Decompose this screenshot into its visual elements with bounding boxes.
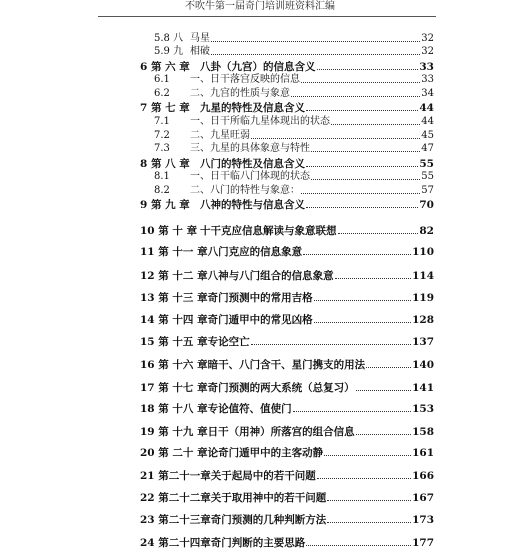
toc-page-number: 158 [412,426,434,438]
toc-chapter-row[interactable] [140,242,434,258]
toc-leader-dots [327,522,411,523]
toc-number: 9 第 九 章 [140,199,190,211]
toc-title: 马星 [190,33,210,44]
toc-number: 13 第 十三 章 [140,292,208,304]
toc-number: 6.1 [154,74,170,85]
toc-chapter-row[interactable] [140,288,434,304]
toc-section-row[interactable] [154,42,434,58]
toc-title: 三、九星的具体象意与特性 [190,143,310,154]
toc-title: 奇门遁甲中的常见凶格 [207,314,313,326]
toc-page-number: 141 [412,382,434,394]
header-rule [98,16,436,17]
toc-title: 专论空亡 [207,336,250,348]
toc-leader-dots [251,344,411,345]
toc-number: 8.2 [154,185,170,196]
toc-title: 奇门预测的两大系统（总复习） [207,382,355,394]
toc-chapter-row[interactable] [140,378,434,394]
toc-page-number: 34 [421,88,434,99]
toc-title: 二、九宫的性质与象意 [190,88,290,99]
toc-number: 14 第 十四 章 [140,314,208,326]
toc-page-number: 110 [412,246,434,258]
toc-number: 23 第二十三章 [140,514,211,526]
toc-title: 关于取用神中的若干问题 [210,492,327,504]
toc-title: 一、日干落宫反映的信息 [190,74,300,85]
toc-title: 相破 [190,46,210,57]
toc-leader-dots [306,110,418,111]
toc-leader-dots [301,82,420,83]
toc-number: 8.1 [154,171,170,182]
toc-title: 八神的特性与信息含义 [200,199,305,211]
toc-page-number: 47 [421,143,434,154]
toc-page-number: 70 [419,199,434,211]
toc-number: 12 第 十二 章 [140,270,208,282]
toc-title: 八卦（九宫）的信息含义 [200,61,316,73]
toc-leader-dots [303,254,411,255]
toc-page-number: 32 [421,33,434,44]
toc-page-number: 55 [419,158,434,170]
toc-page-number: 57 [421,185,434,196]
toc-chapter-row[interactable] [140,332,434,348]
toc-number: 10 第 十 章 [140,225,198,237]
toc-title: 一、日干临八门体现的状态 [190,171,310,182]
toc-leader-dots [314,300,411,301]
toc-title: 论奇门遁甲中的主客动静 [207,447,324,459]
toc-page-number: 114 [412,270,434,282]
toc-leader-dots [306,207,418,208]
toc-leader-dots [301,193,420,194]
toc-leader-dots [356,390,411,391]
toc-page-number: 33 [419,61,434,73]
toc-chapter-row[interactable] [140,221,434,237]
toc-page-number: 82 [419,225,434,237]
toc-title: 九星的特性及信息含义 [200,102,305,114]
toc-leader-dots [293,411,411,412]
toc-title: 一、日干所临九星体现出的状态 [190,116,330,127]
toc-page-number: 177 [412,537,434,549]
toc-leader-dots [311,151,420,152]
toc-chapter-row[interactable] [140,266,434,282]
toc-number: 7.1 [154,116,170,127]
toc-number: 7 第 七 章 [140,102,190,114]
toc-number: 7.2 [154,130,170,141]
toc-leader-dots [331,124,420,125]
toc-leader-dots [335,278,411,279]
toc-leader-dots [314,322,411,323]
toc-title: 专论值符、值使门 [207,403,292,415]
toc-page-number: 44 [419,102,434,114]
toc-chapter-row[interactable] [140,195,434,211]
toc-leader-dots [324,455,411,456]
toc-number: 20 第 二十 章 [140,447,208,459]
toc-leader-dots [338,233,419,234]
toc-page-number: 32 [421,46,434,57]
toc-page-number: 137 [412,336,434,348]
toc-page-number: 173 [412,514,434,526]
toc-chapter-row[interactable] [140,422,434,438]
toc-title: 奇门预测的几种判断方法 [210,514,327,526]
toc-number: 24 第二十四章 [140,537,211,549]
toc-page-number: 128 [412,314,434,326]
toc-title: 二、九星旺弱 [190,130,250,141]
toc-number: 15 第 十五 章 [140,336,208,348]
toc-leader-dots [306,545,411,546]
toc-number: 18 第 十八 章 [140,403,208,415]
page-header: 不吹牛第一届奇门培训班资料汇编 [185,1,335,12]
toc-chapter-row[interactable] [140,355,434,371]
toc-number: 17 第 十七 章 [140,382,208,394]
toc-leader-dots [327,500,411,501]
toc-page-number: 44 [421,116,434,127]
toc-number: 19 第 十九 章 [140,426,208,438]
toc-number: 6.2 [154,88,170,99]
toc-number: 22 第二十二章 [140,492,211,504]
toc-title: 八神与八门组合的信息象意 [207,270,334,282]
toc-title: 关于起局中的若干问题 [210,470,316,482]
toc-chapter-row[interactable] [140,533,434,549]
toc-number: 8 第 八 章 [140,158,190,170]
toc-title: 八门的特性及信息含义 [200,158,305,170]
toc-chapter-row[interactable] [140,466,434,482]
toc-chapter-row[interactable] [140,510,434,526]
toc-title: 日干（用神）所落宫的组合信息 [207,426,355,438]
toc-page-number: 119 [412,292,434,304]
toc-number: 5.9 九 [154,46,184,57]
toc-number: 21 第二十一章 [140,470,211,482]
toc-page-number: 140 [412,359,434,371]
toc-title: 二、八门的特性与象意： [190,185,300,196]
toc-leader-dots [311,179,420,180]
toc-page-number: 167 [412,492,434,504]
toc-title: 十干克应信息解读与象意联想 [200,225,337,237]
toc-number: 6 第 六 章 [140,61,190,73]
toc-number: 16 第 十六 章 [140,359,208,371]
toc-number: 7.3 [154,143,170,154]
toc-title: 八门克应的信息象意 [207,246,303,258]
toc-section-row[interactable] [154,139,434,155]
toc-page-number: 166 [412,470,434,482]
toc-page-number: 33 [421,74,434,85]
toc-chapter-row[interactable] [140,443,434,459]
toc-number: 5.8 八 [154,33,184,44]
toc-page-number: 161 [412,447,434,459]
toc-leader-dots [366,367,411,368]
toc-leader-dots [317,478,411,479]
toc-leader-dots [211,54,420,55]
toc-chapter-row[interactable] [140,310,434,326]
toc-title: 奇门判断的主要思路 [210,537,306,549]
toc-title: 暗干、八门含干、星门携支的用法 [207,359,366,371]
toc-page-number: 55 [421,171,434,182]
toc-number: 11 第 十一 章 [140,246,208,258]
toc-chapter-row[interactable] [140,399,434,415]
toc-title: 奇门预测中的常用吉格 [207,292,313,304]
toc-leader-dots [356,434,411,435]
toc-page-number: 153 [412,403,434,415]
toc-chapter-row[interactable] [140,488,434,504]
toc-page-number: 45 [421,130,434,141]
toc-leader-dots [291,96,420,97]
